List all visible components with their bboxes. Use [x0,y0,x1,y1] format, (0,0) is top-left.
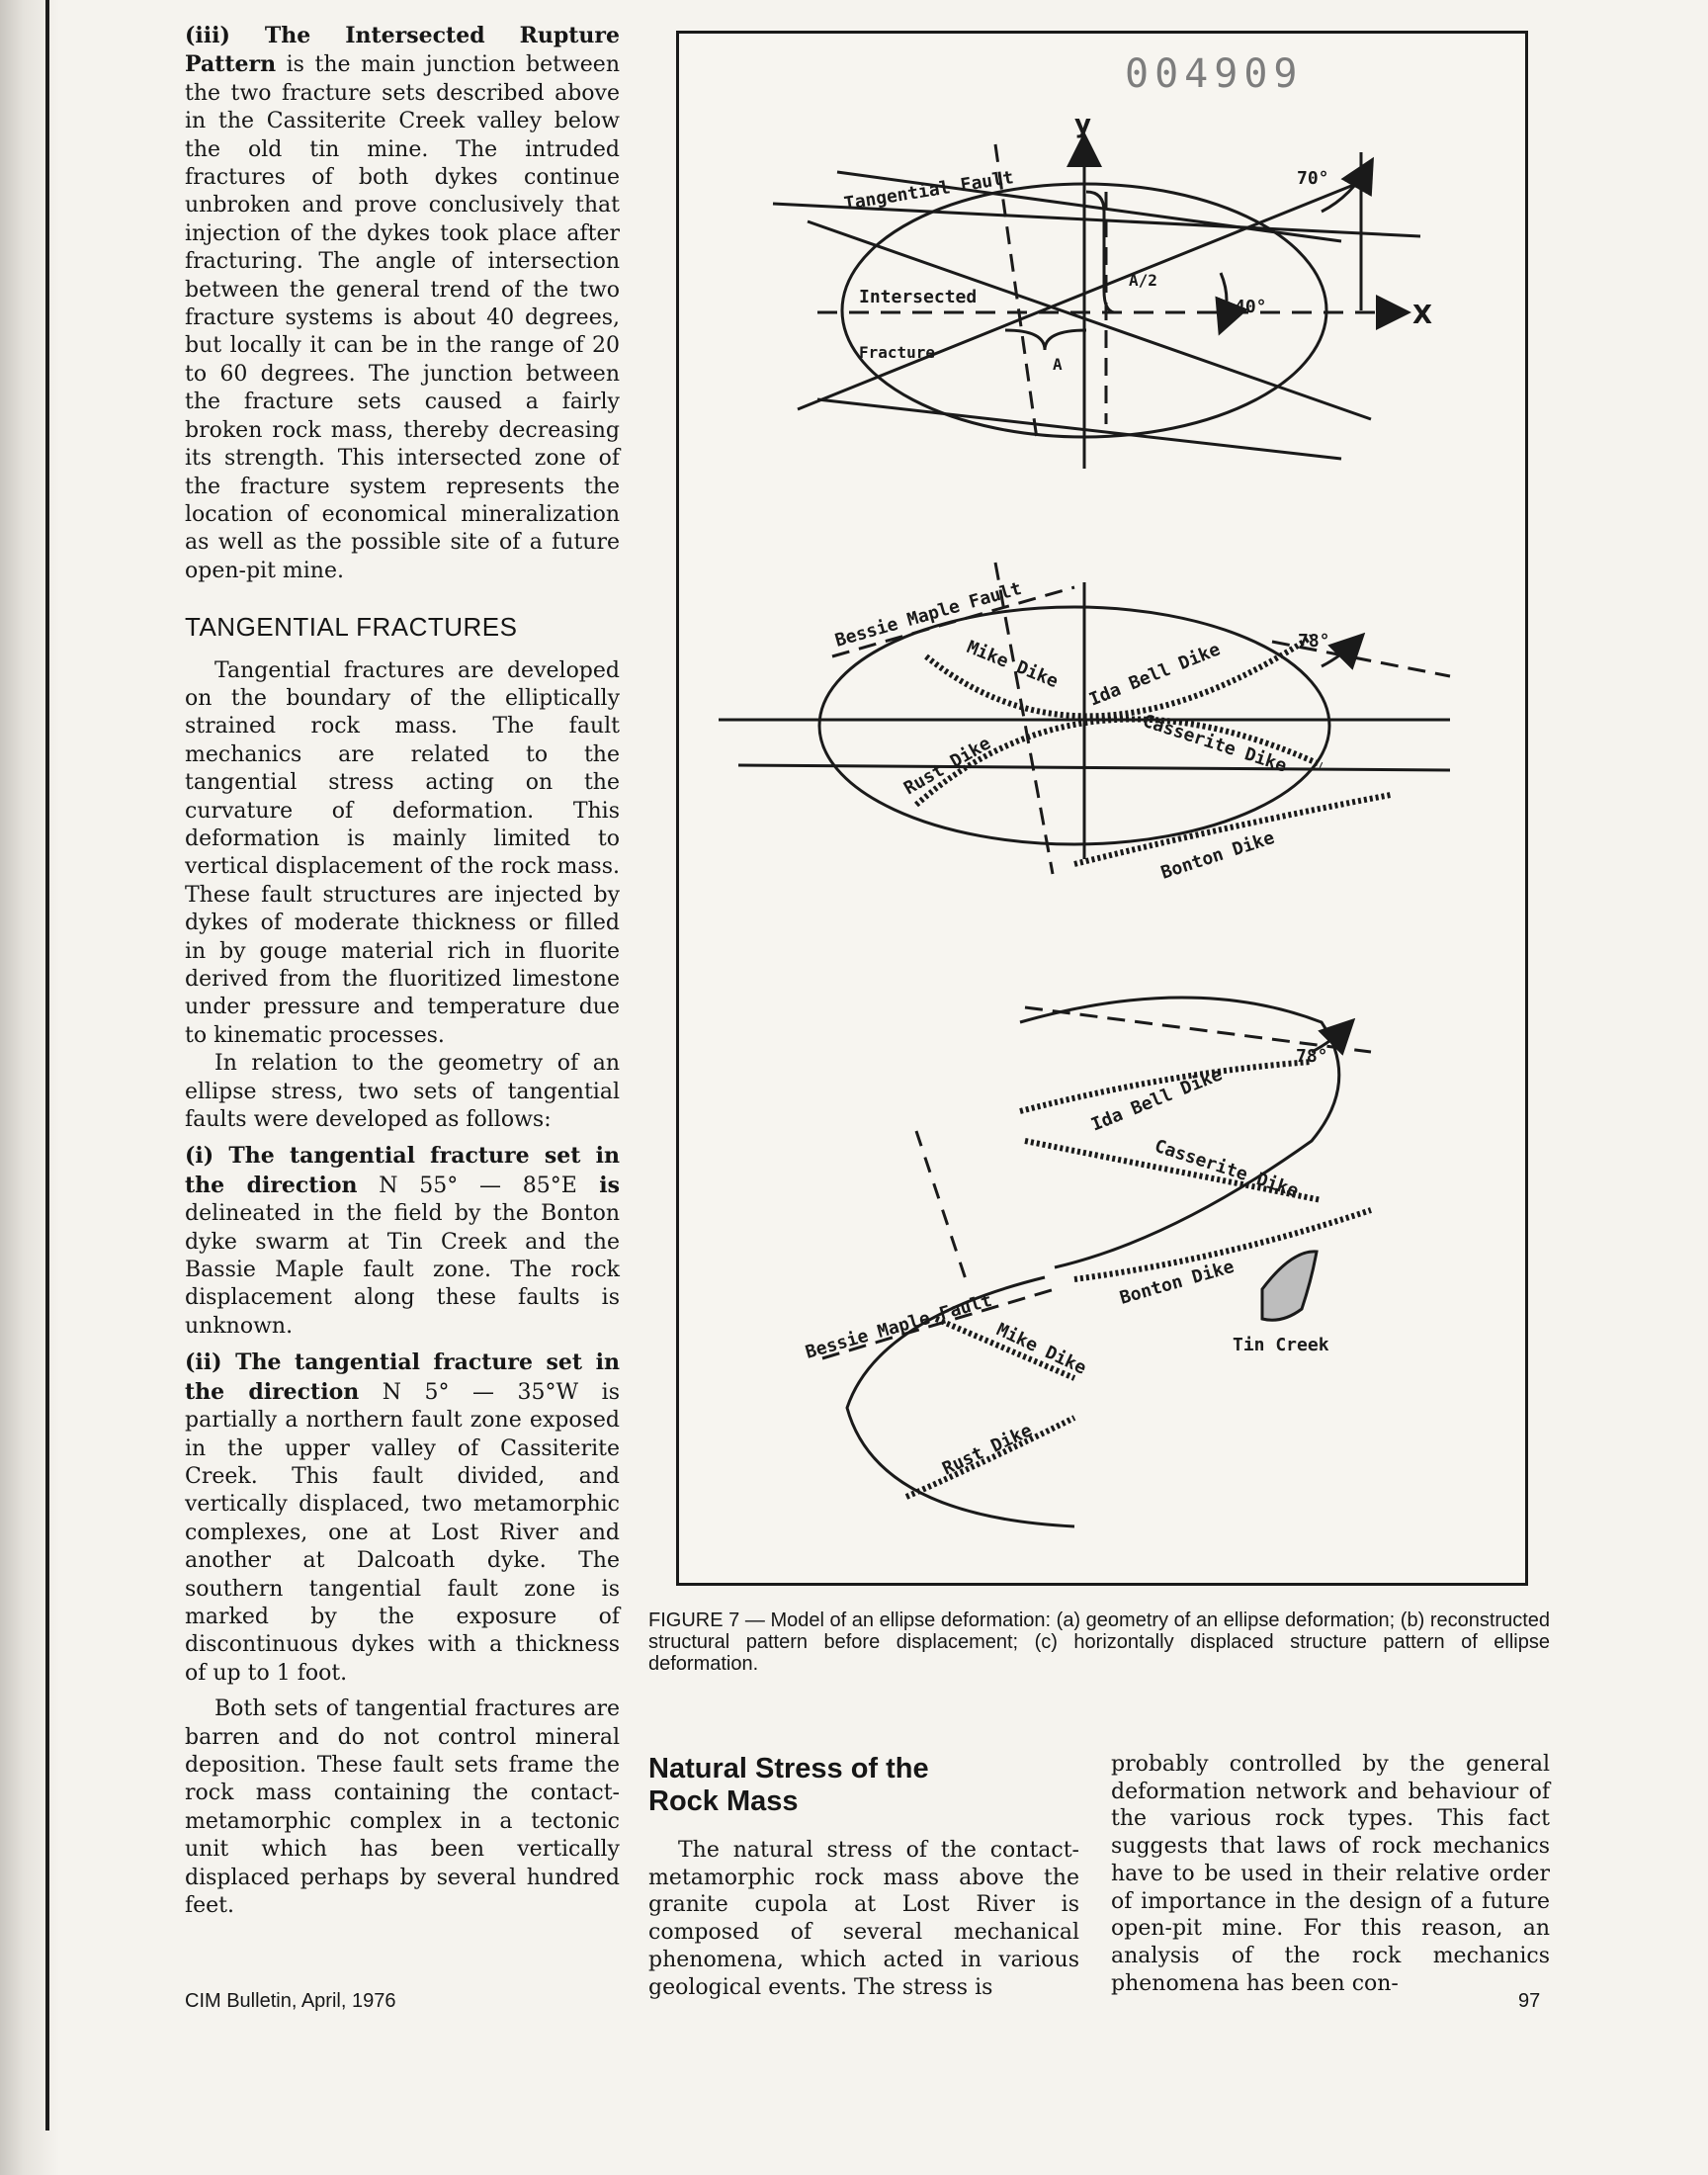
set-ii-direction: N 5° — 35°W [359,1379,579,1405]
figure-7-diagram [679,34,1525,1583]
tangential-paragraph-3: Both sets of tangential fractures are barren and do not control mineral deposition. These fault sets frame the rock mass containing the contact-metamorphic complex in a tectonic unit which has been vertically displaced perhaps by several hundred feet. [185,1696,620,1918]
fig-b-lower-tangent [738,765,1450,770]
fig-b-ida-bell-label: Ida Bell Dike [1086,639,1224,711]
set-i-lead: (i) The tangential fracture set in the direction [185,1143,620,1198]
page-number: 97 [1518,1990,1541,2012]
fig-c-rust-dike-label: Rust Dike [939,1420,1036,1480]
set-i-direction: N 55° — 85°E [357,1173,577,1198]
fig-c-bonton-label: Bonton Dike [1117,1256,1237,1309]
fig-c-bessie-maple-label: Bessie Maple Fault [803,1289,994,1363]
binding-edge-line [45,0,49,2131]
fig-a-y-label: y [1074,110,1091,139]
tangential-paragraph-2: In relation to the geometry of an ellipse stress, two sets of tangential faults were developed as follows: [185,1051,620,1133]
fig-a-tangential-fault-label: Tangential Fault [842,167,1016,215]
fig-b-bessie-maple-label: Bessie Maple Fault [832,577,1024,652]
fig-b-mike-dike-label: Mike Dike [964,637,1062,693]
fig-a-intersected-label: Intersected [859,287,978,307]
journal-footer: CIM Bulletin, April, 1976 [185,1990,396,2012]
fig-b-casserite-label: Casserite Dike [1140,710,1290,777]
fig-c-ida-bell-label: Ida Bell Dike [1088,1064,1226,1136]
set-ii-body: is partially a northern fault zone exposed in the upper valley of Cassiterite Creek. This fault divided, and vertically displaced, two metamorphic complexes, one at Lost River and another at Dalcoath dyke. The southern tangential fault zone is marked by the exposure of discontinuous dykes with a thickness of up to 1 foot. [185,1379,620,1686]
figure-7-caption: FIGURE 7 — Model of an ellipse deformation: (a) geometry of an ellipse deformation; (b) reconstructed structural pattern before displacement; (c) horizontally displaced structure pattern of ellipse deformation. [648,1610,1550,1675]
fig-b-bonton-label: Bonton Dike [1158,826,1277,884]
fig-c-casserite-label: Casserite Dike [1152,1135,1302,1202]
fig-a-a-label: A [1053,355,1063,374]
fig-a-a-bracket [1005,330,1086,350]
fig-b-78-label: 78° [1298,631,1330,652]
intersected-rupture-body: is the main junction between the two fracture sets described above in the Cassiterite Creek valley below the old tin mine. The intruded fractures of both dykes continue unbroken and prove conclusively that injection of the dykes took place after fracturing. The angle of intersection between the general trend of the two fracture systems is about 40 degrees, but locally it can be in the range of 20 to 60 degrees. The junction between the fracture sets caused a fairly broken rock mass, thereby decreasing its strength. This intersected zone of the fracture system represents the location of economical mineralization as well as the possible site of a future open-pit mine. [185,52,620,583]
set-i-is: is [576,1172,620,1198]
fig-a-70-label: 70° [1297,168,1329,189]
natural-stress-heading: Natural Stress of the Rock Mass [648,1753,929,1817]
tangential-fractures-heading: TANGENTIAL FRACTURES [185,612,518,643]
fig-c-tin-creek-outline [1262,1252,1317,1320]
fig-a-tangent-line-3 [817,399,1341,459]
fig-a-intersect-line-1 [808,221,1371,419]
set-i-body: delineated in the field by the Bonton dyke swarm at Tin Creek and the Bassie Maple fault zone. The rock displacement along these faults is unknown. [185,1201,620,1339]
left-text-column [185,22,620,1920]
natural-stress-right-column: probably controlled by the general deformation network and behaviour of the various rock types. This fact suggests that laws of rock mechanics have to be used in their relative order of importance in the design of a future open-pit mine. For this reason, an analysis of the rock mechanics phenomena has been con- [1111,1752,1550,1996]
binding-shadow [0,0,59,2175]
set-ii-lead: (ii) The tangential fracture set in the direction [185,1349,620,1405]
fig-b-rust-dike-label: Rust Dike [900,733,994,800]
fig-c-mike-dike-label: Mike Dike [992,1319,1090,1379]
intersected-rupture-lead: (iii) The Intersected Rupture Pattern [185,23,620,78]
fig-c-mid-dashed-line [916,1131,966,1279]
figure-7-frame [676,31,1528,1586]
natural-stress-middle-column: The natural stress of the contact-metamorphic rock mass above the granite cupola at Lost River is composed of several mechanical phenomena, which acted in various geological events. The stress is [648,1838,1079,2000]
fig-a-40-label: 40° [1235,297,1267,317]
intersected-rupture-paragraph [185,22,620,585]
fig-c-upper-ellipse-half [1020,998,1339,1267]
fig-c-tin-creek-label: Tin Creek [1233,1335,1329,1355]
document-stamp-number: 004909 [1125,51,1304,97]
figure-b-reconstructed [719,563,1450,874]
tangential-set-i-paragraph [185,1142,620,1341]
fig-c-78-label: 78° [1296,1046,1328,1067]
fig-a-angle-40-arc [1221,273,1227,330]
figure-c-displaced [822,998,1371,1526]
fig-a-half-a-label: A/2 [1129,271,1157,290]
tangential-paragraph-1: Tangential fractures are developed on the boundary of the elliptically strained rock mass. The fault mechanics are related to the tangential stress acting on the curvature of deformation. This deformation is mainly limited to vertical displacement of the rock mass. These fault structures are injected by dykes of moderate thickness or filled in by gouge material rich in fluorite derived from the fluoritized limestone under pressure and temperature due to kinematic processes. [185,657,620,1048]
fig-a-x-label: X [1412,301,1433,330]
tangential-set-ii-paragraph [185,1348,620,1688]
fig-a-fracture-label: Fracture [859,343,936,362]
